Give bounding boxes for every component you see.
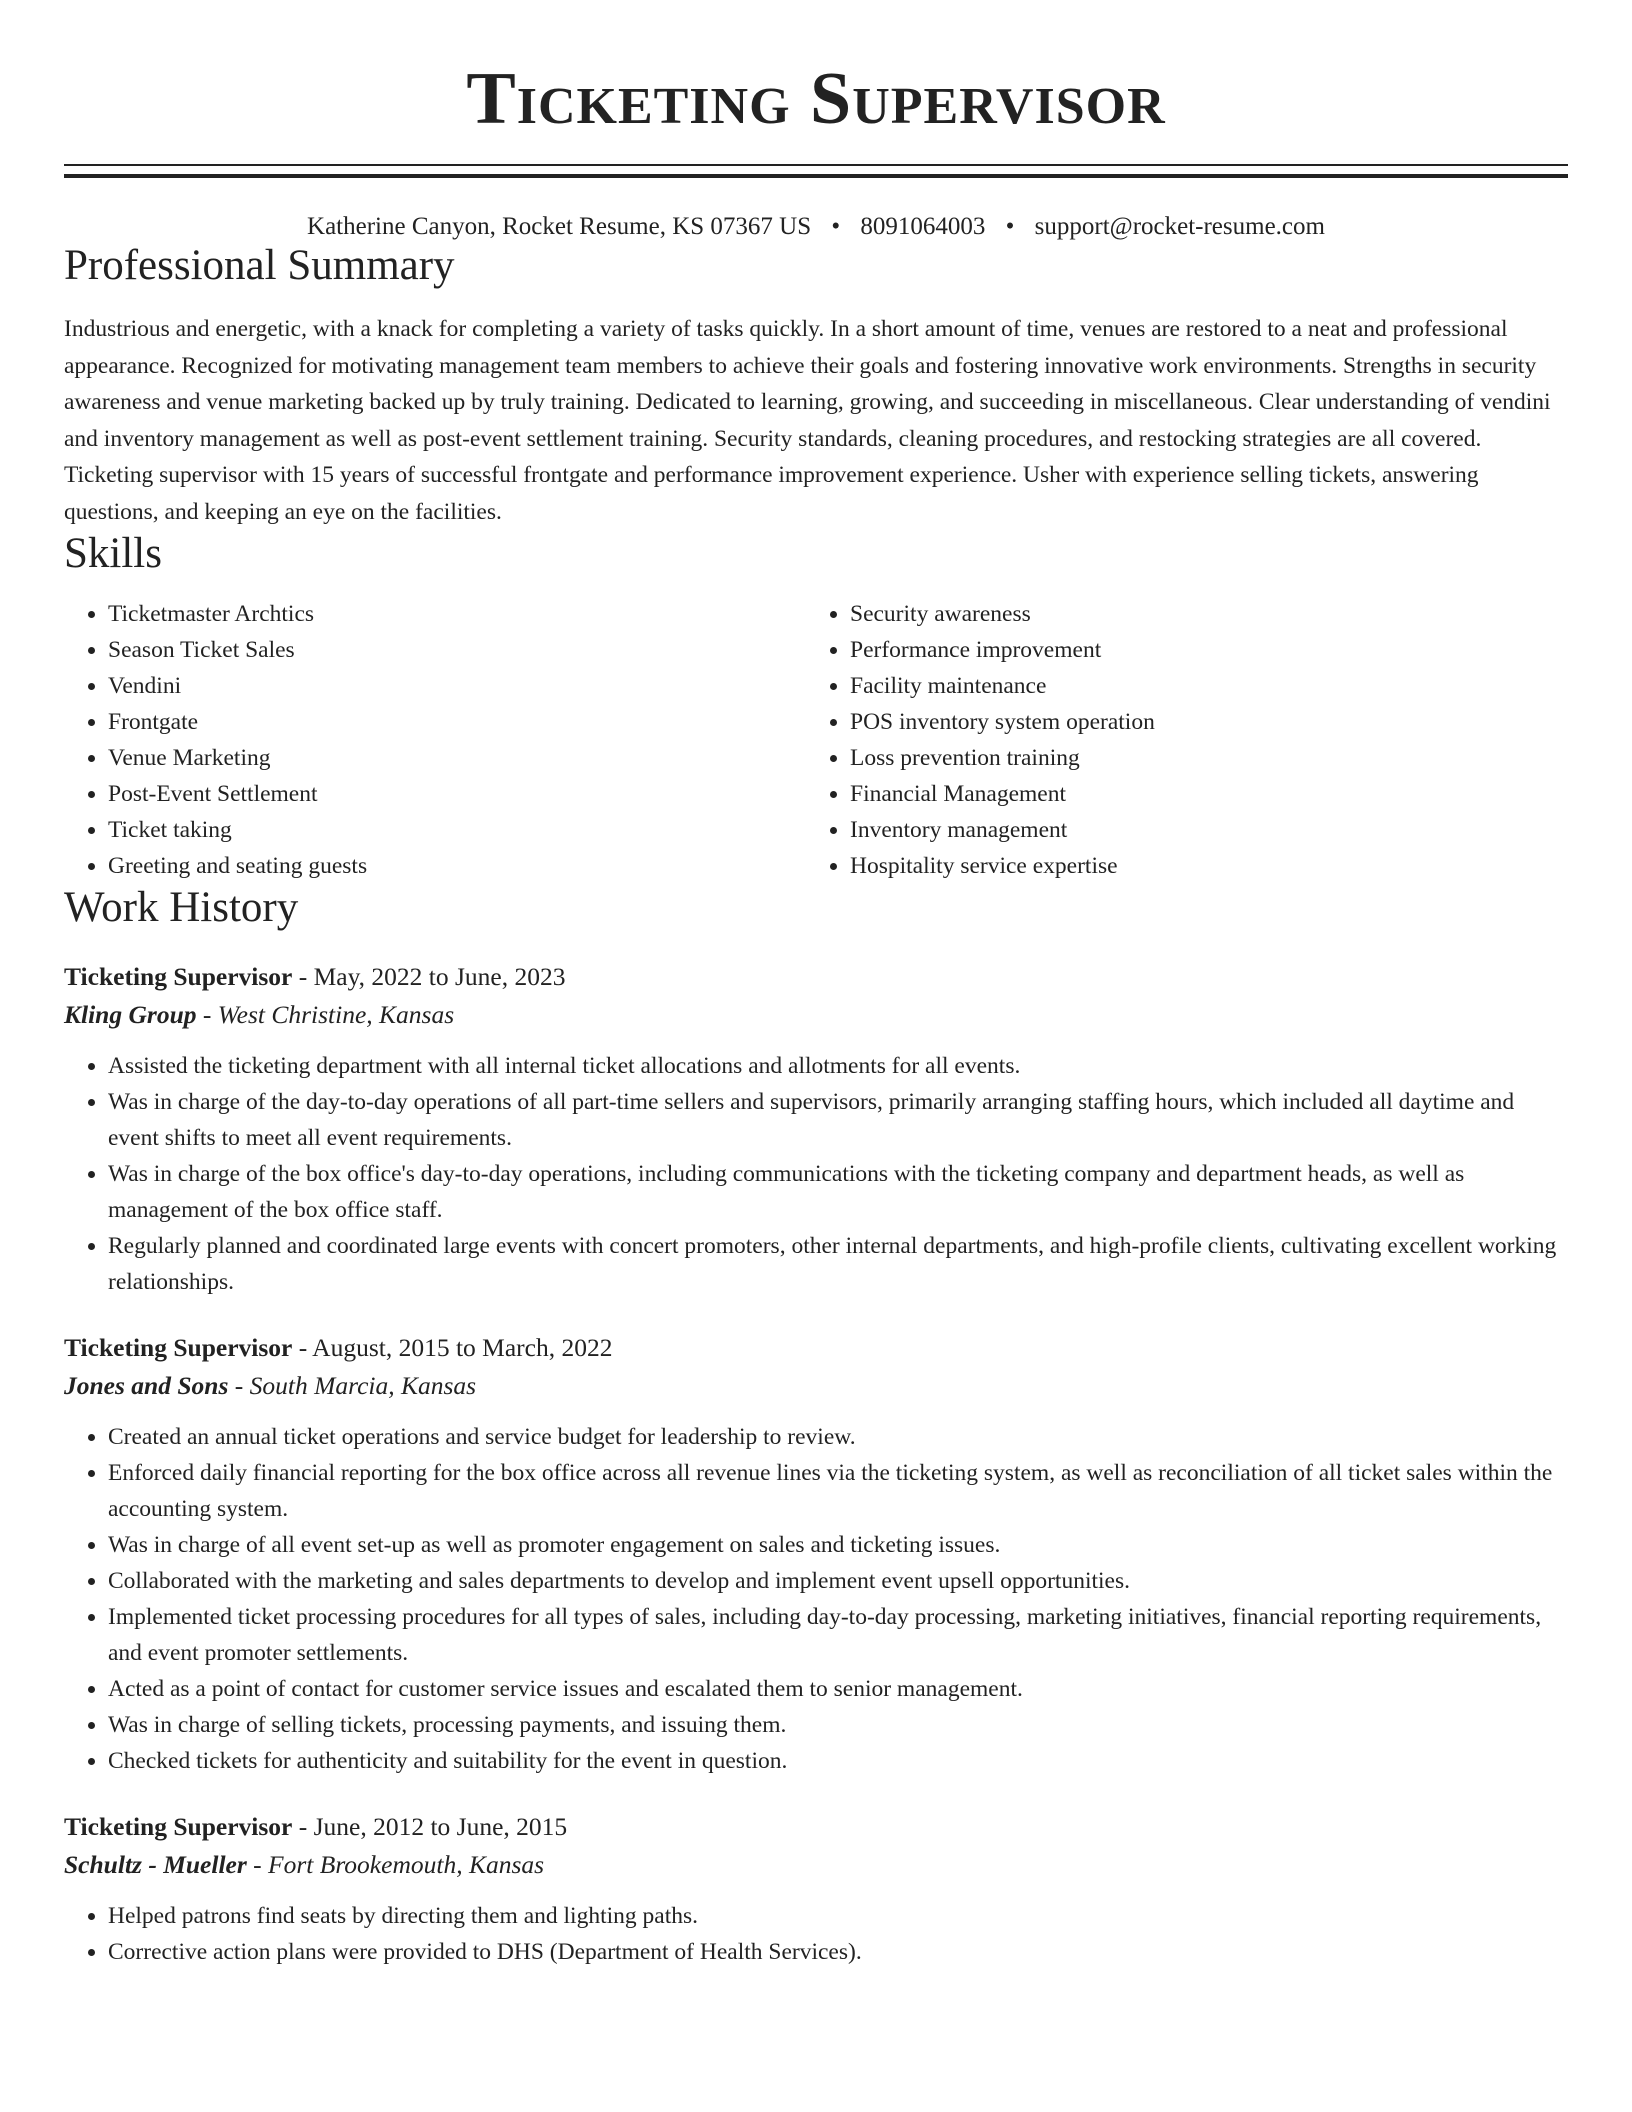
- job-company: Kling Group: [64, 999, 197, 1029]
- job-company-line: [64, 1366, 1568, 1405]
- job-role: Ticketing Supervisor: [64, 1811, 293, 1841]
- skills-column-right: [806, 596, 1548, 884]
- work-history-heading: Work History: [64, 883, 299, 931]
- skill-item: • Inventory management: [850, 812, 1548, 848]
- job-title-line: [64, 959, 1568, 995]
- skills-list: [64, 596, 1568, 884]
- job-location: - Fort Brookemouth, Kansas: [246, 1849, 545, 1879]
- job-location: - West Christine, Kansas: [196, 999, 455, 1029]
- skill-item: • Facility maintenance: [850, 668, 1548, 704]
- contact-email[interactable]: support@rocket-resume.com: [1034, 213, 1325, 240]
- summary-text: Industrious and energetic, with a knack for completing a variety of tasks quickly. In a short amount of time, venues are restored to a neat and professional appearance. Recognized for motivating management team members to achieve their goals and fostering innovative work environments. Strengths in security awareness and venue marketing backed up by truly training. Dedicated to learning, growing, and succeeding in miscellaneous. Clear understanding of vendini and inventory management as well as post-event settlement training. Security standards, cleaning procedures, and restocking strategies are all covered. Ticketing supervisor with 15 years of successful frontgate and performance improvement experience. Usher with experience selling tickets, answering questions, and keeping an eye on the facilities.: [64, 316, 1551, 525]
- job-role: Ticketing Supervisor: [64, 1332, 293, 1362]
- job-bullet: • Collaborated with the marketing and sales departments to develop and implement event upsell opportunities.: [108, 1563, 1568, 1599]
- skills-column-left: [64, 596, 806, 884]
- job-entry-1: [64, 959, 1568, 1300]
- job-title-line: [64, 1809, 1568, 1845]
- contact-address: Katherine Canyon, Rocket Resume, KS 07367 US: [307, 213, 812, 240]
- contact-phone: 8091064003: [860, 213, 986, 240]
- skill-item: • Financial Management: [850, 776, 1548, 812]
- skill-item: • Vendini: [108, 668, 806, 704]
- skill-item: • Greeting and seating guests: [108, 848, 806, 884]
- job-bullet: • Was in charge of the day-to-day operations of all part-time sellers and supervisors, primarily arranging staffing hours, which included all daytime and event shifts to meet all event requirements.: [108, 1084, 1568, 1156]
- job-company-line: [64, 995, 1568, 1034]
- job-bullet: • Regularly planned and coordinated large events with concert promoters, other internal departments, and high-profile clients, cultivating excellent working relationships.: [108, 1228, 1568, 1300]
- job-company: Jones and Sons: [64, 1370, 229, 1400]
- job-bullets: [64, 1048, 1568, 1300]
- job-title-line: [64, 1330, 1568, 1366]
- skill-item: • Ticket taking: [108, 812, 806, 848]
- job-company-line: [64, 1845, 1568, 1884]
- job-role: Ticketing Supervisor: [64, 961, 293, 991]
- job-bullet: • Created an annual ticket operations and service budget for leadership to review.: [108, 1419, 1568, 1455]
- job-bullets: [64, 1419, 1568, 1779]
- summary-heading: Professional Summary: [64, 242, 455, 289]
- job-bullet: • Checked tickets for authenticity and suitability for the event in question.: [108, 1743, 1568, 1779]
- job-bullet: • Acted as a point of contact for customer service issues and escalated them to senior management.: [108, 1671, 1568, 1707]
- skill-item: • Hospitality service expertise: [850, 848, 1548, 884]
- job-bullet: • Was in charge of selling tickets, processing payments, and issuing them.: [108, 1707, 1568, 1743]
- job-location: - South Marcia, Kansas: [228, 1370, 477, 1400]
- skill-item: • Post-Event Settlement: [108, 776, 806, 812]
- job-bullet: • Corrective action plans were provided to DHS (Department of Health Services).: [108, 1934, 1568, 1970]
- job-bullet: • Enforced daily financial reporting for the box office across all revenue lines via the ticketing system, as well as reconciliation of all ticket sales within the accounting system.: [108, 1455, 1568, 1527]
- contact-separator: •: [1005, 213, 1015, 240]
- skill-item: • Performance improvement: [850, 632, 1548, 668]
- job-bullet: • Was in charge of all event set-up as well as promoter engagement on sales and ticketing issues.: [108, 1527, 1568, 1563]
- job-bullets: [64, 1898, 1568, 1970]
- job-bullet: • Implemented ticket processing procedures for all types of sales, including day-to-day processing, marketing initiatives, financial reporting requirements, and event promoter settlements.: [108, 1599, 1568, 1671]
- contact-separator: •: [831, 213, 841, 240]
- job-bullet: • Assisted the ticketing department with all internal ticket allocations and allotments for all events.: [108, 1048, 1568, 1084]
- page-title: Ticketing Supervisor: [466, 58, 1166, 140]
- skills-heading: Skills: [64, 530, 162, 578]
- skill-item: • Ticketmaster Archtics: [108, 596, 806, 632]
- job-entry-3: [64, 1809, 1568, 1970]
- job-bullet: • Was in charge of the box office's day-to-day operations, including communications with the ticketing company and department heads, as well as management of the box office staff.: [108, 1156, 1568, 1228]
- job-entry-2: [64, 1330, 1568, 1779]
- job-dates: - May, 2022 to June, 2023: [292, 961, 566, 991]
- skill-item: • Security awareness: [850, 596, 1548, 632]
- contact-line: [64, 212, 1568, 242]
- job-company: Schultz - Mueller: [64, 1849, 247, 1879]
- skill-item: • Season Ticket Sales: [108, 632, 806, 668]
- title-divider: [64, 164, 1568, 178]
- skill-item: • POS inventory system operation: [850, 704, 1548, 740]
- skill-item: • Loss prevention training: [850, 740, 1548, 776]
- job-bullet: • Helped patrons find seats by directing them and lighting paths.: [108, 1898, 1568, 1934]
- job-dates: - June, 2012 to June, 2015: [292, 1811, 568, 1841]
- skill-item: • Frontgate: [108, 704, 806, 740]
- skill-item: • Venue Marketing: [108, 740, 806, 776]
- job-dates: - August, 2015 to March, 2022: [292, 1332, 613, 1362]
